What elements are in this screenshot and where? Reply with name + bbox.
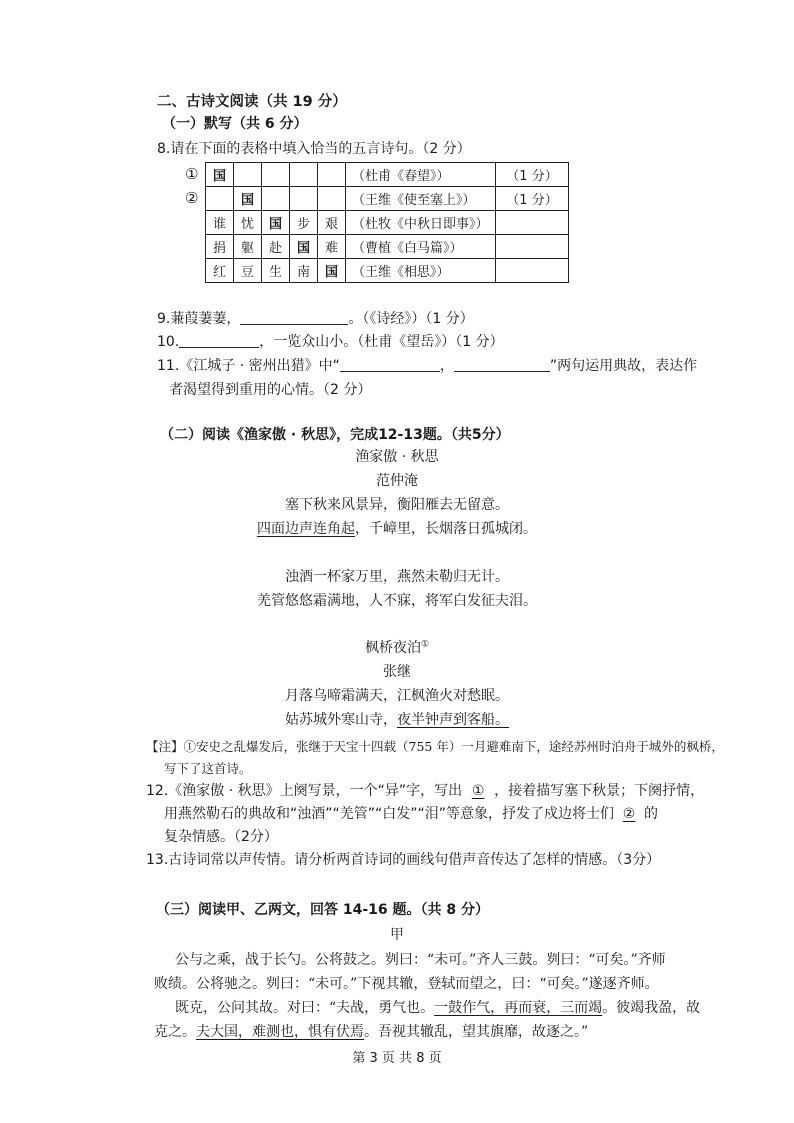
- part3-title: （三）阅读甲、乙两文，回答 14-16 题。（共 8 分）: [156, 902, 490, 918]
- q11-comma: ，: [439, 358, 454, 374]
- table-cell: 国: [234, 187, 262, 211]
- part2-title: （二）阅读《渔家傲 · 秋思》，完成12-13题。（共5分）: [160, 427, 510, 443]
- table-cell-blank[interactable]: [234, 163, 262, 187]
- row-mark-2: ②: [185, 189, 199, 207]
- poem2-underlined-line: 夜半钟声到客船。: [397, 712, 509, 728]
- q12-part-a: 12.《渔家傲 · 秋思》上阕写景，一个“异”字，写出: [146, 783, 463, 799]
- table-source-cell: （杜牧《中秋日即事》）: [346, 211, 496, 235]
- poem2-line1: 月落乌啼霜满天，江枫渔火对愁眠。: [285, 688, 509, 704]
- table-cell: 国: [290, 235, 318, 259]
- poem2-line2-start: 姑苏城外寒山寺，: [285, 712, 397, 728]
- table-points-cell: [496, 211, 569, 235]
- q11-answer-blank-1[interactable]: [340, 357, 440, 372]
- poem2-note-mark: ①: [420, 639, 430, 650]
- question-8: 8.请在下面的表格中填入恰当的五言诗句。（2 分）: [157, 141, 471, 157]
- para2-underlined-1: 一鼓作气，再而衰，三而竭: [434, 1000, 603, 1016]
- table-cell: 红: [206, 259, 234, 283]
- table-source-cell: （王维《相思》）: [346, 259, 496, 283]
- table-cell: 国: [206, 163, 234, 187]
- table-cell: 难: [318, 235, 346, 259]
- table-row: [206, 259, 569, 283]
- table-cell: 南: [290, 259, 318, 283]
- poem1-author: 范仲淹: [376, 473, 418, 489]
- table-cell: 赴: [262, 235, 290, 259]
- table-cell-blank[interactable]: [262, 187, 290, 211]
- table-cell-blank[interactable]: [262, 163, 290, 187]
- q12-blank-2[interactable]: ②: [622, 806, 636, 822]
- question-9: [157, 308, 474, 328]
- page-footer: 第 3 页 共 8 页: [352, 1051, 442, 1066]
- table-cell: 步: [290, 211, 318, 235]
- poem2-author: 张继: [383, 664, 411, 680]
- classical-para2-line1: [175, 997, 700, 1017]
- classical-para2-line2: [154, 1021, 588, 1041]
- part1-title: （一）默写（共 6 分）: [162, 116, 308, 132]
- table-cell-blank[interactable]: [206, 187, 234, 211]
- section-title: 二、古诗文阅读（共 19 分）: [157, 94, 347, 110]
- para2-l2-end: 。吾视其辙乱，望其旗靡，故逐之。”: [364, 1024, 589, 1040]
- poem2-title-line: [0, 637, 794, 657]
- para2-l1-end: 。彼竭我盈，故: [602, 1000, 701, 1016]
- table-source-cell: （曹植《白马篇》）: [346, 235, 496, 259]
- poem1-line2: [0, 518, 794, 538]
- q11-mid: ”两句运用典故，表达作: [549, 358, 698, 374]
- q12-part-b: ，接着描写塞下秋景；下阕抒情，: [494, 783, 705, 799]
- table-cell: 豆: [234, 259, 262, 283]
- row-mark-1: ①: [185, 165, 199, 183]
- poem-fill-table: [205, 162, 569, 283]
- table-cell: 国: [262, 211, 290, 235]
- poem2-line2: [0, 709, 794, 729]
- classical-para1-line1: 公与之乘，战于长勺。公将鼓之。刿曰：“未可。”齐人三鼓。刿曰：“可矣。”齐师: [175, 952, 666, 968]
- text-label-jia: 甲: [390, 927, 404, 943]
- q9-answer-blank[interactable]: [240, 310, 348, 325]
- table-cell-blank[interactable]: [290, 163, 318, 187]
- table-row: [206, 235, 569, 259]
- q12-blank-1[interactable]: ①: [471, 783, 485, 799]
- poem1-title: 渔家傲 · 秋思: [355, 449, 439, 465]
- poem1-line4: 羌管悠悠霜满地，人不寐，将军白发征夫泪。: [257, 593, 537, 609]
- table-cell: 艰: [318, 211, 346, 235]
- q9-prefix: 9.蒹葭萋萋，: [157, 311, 241, 327]
- question-12-line2: [164, 803, 658, 823]
- table-cell-blank[interactable]: [290, 187, 318, 211]
- para2-l2-start: 克之。: [154, 1024, 196, 1040]
- poem2-title: 枫桥夜泊: [364, 640, 421, 656]
- q11-answer-blank-2[interactable]: [454, 357, 550, 372]
- question-10: [157, 331, 504, 351]
- poem1-line2-rest: ，千嶂里，长烟落日孤城闭。: [355, 521, 537, 537]
- q10-answer-blank[interactable]: [179, 333, 259, 348]
- q10-prefix: 10.: [157, 334, 180, 350]
- poem1-underlined-line: 四面边声连角起: [257, 521, 355, 537]
- table-points-cell: （1 分）: [496, 187, 569, 211]
- question-11: [157, 355, 697, 375]
- poem1-line1: 塞下秋来风景异，衡阳雁去无留意。: [285, 497, 509, 513]
- table-cell: 国: [318, 259, 346, 283]
- q11-prefix: 11.《江城子 · 密州出猎》中“: [157, 358, 340, 374]
- q12-part-c: 用燕然勒石的典故和“浊酒”“羌管”“白发”“泪”等意象，抒发了戍边将士们: [164, 806, 615, 822]
- para2-l1-start: 既克，公问其故。对曰：“夫战，勇气也。: [175, 1000, 435, 1016]
- poem1-line3: 浊酒一杯家万里，燕然未勒归无计。: [285, 569, 509, 585]
- question-11-line2: 者渴望得到重用的心情。（2 分）: [169, 382, 372, 398]
- table-cell: 躯: [234, 235, 262, 259]
- table-row: [206, 211, 569, 235]
- table-cell: 捐: [206, 235, 234, 259]
- para2-underlined-2: 夫大国，难测也，惧有伏焉: [196, 1024, 364, 1040]
- table-points-cell: [496, 259, 569, 283]
- table-cell: 生: [262, 259, 290, 283]
- table-cell-blank[interactable]: [318, 163, 346, 187]
- table-row: [206, 163, 569, 187]
- table-cell-blank[interactable]: [318, 187, 346, 211]
- table-source-cell: （杜甫《春望》）: [346, 163, 496, 187]
- q10-suffix: ，一览众山小。（杜甫《望岳》）（1 分）: [259, 334, 504, 350]
- question-12-line3: 复杂情感。（2分）: [164, 829, 278, 845]
- q12-part-d: 的: [644, 806, 659, 822]
- q9-suffix: 。（《诗经》）（1 分）: [348, 311, 474, 327]
- table-points-cell: （1 分）: [496, 163, 569, 187]
- footnote-line2: 写下了这首诗。: [164, 761, 252, 776]
- table-row: [206, 187, 569, 211]
- table-points-cell: [496, 235, 569, 259]
- table-source-cell: （王维《使至塞上》）: [346, 187, 496, 211]
- table-cell: 谁: [206, 211, 234, 235]
- table-cell: 忧: [234, 211, 262, 235]
- classical-para1-line2: 败绩。公将驰之。刿曰：“未可。”下视其辙，登轼而望之，曰：“可矣。”遂逐齐师。: [154, 976, 659, 992]
- question-12: [146, 780, 704, 800]
- question-13: 13.古诗词常以声传情。请分析两首诗词的画线句借声音传达了怎样的情感。（3分）: [146, 852, 661, 868]
- footnote-line1: 【注】①安史之乱爆发后，张继于天宝十四载（755 年）一月避难南下，途经苏州时泊舟于城外的枫桥，: [146, 739, 724, 754]
